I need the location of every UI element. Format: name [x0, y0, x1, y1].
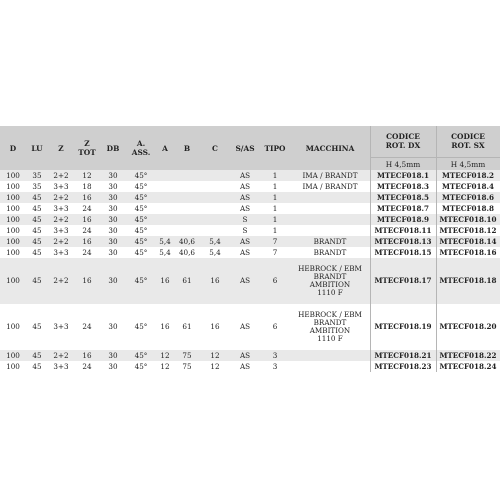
- table-row: [0, 304, 500, 350]
- cell-c: [200, 214, 230, 225]
- cell-dx: MTECF018.17: [374, 276, 432, 285]
- cell-tipo: 1: [272, 170, 278, 180]
- product-table: [0, 126, 500, 372]
- cell-dx: MTECF018.23: [374, 361, 432, 371]
- cell-lu: 45: [32, 322, 42, 331]
- cell-dx: MTECF018.19: [374, 322, 432, 331]
- cell-db: 30: [108, 350, 118, 360]
- column-divider: [436, 170, 437, 181]
- cell-lu: 45: [32, 247, 42, 257]
- cell-ztot: 18: [82, 181, 92, 191]
- cell-lu: 45: [32, 225, 42, 235]
- cell-tipo: 1: [272, 225, 278, 235]
- cell-sas: S: [242, 214, 248, 224]
- column-divider: [370, 170, 371, 181]
- cell-lu: 45: [32, 214, 42, 224]
- column-divider: [370, 304, 371, 350]
- header-z: Z: [58, 143, 64, 153]
- cell-macchina: IMA / BRANDT: [302, 181, 358, 191]
- cell-ztot: 16: [82, 192, 92, 202]
- cell-sx: MTECF018.14: [439, 236, 497, 246]
- column-divider: [370, 214, 371, 225]
- table-row: [0, 236, 500, 247]
- column-divider: [436, 236, 437, 247]
- cell-a: [156, 203, 174, 214]
- cell-sx: MTECF018.4: [441, 181, 495, 191]
- cell-z: 2+2: [53, 236, 69, 246]
- cell-a: 12: [160, 361, 170, 371]
- cell-db: 30: [108, 225, 118, 235]
- cell-lu: 45: [32, 236, 42, 246]
- cell-c: [200, 181, 230, 192]
- cell-b: [174, 170, 200, 181]
- cell-b: [174, 203, 200, 214]
- cell-dx: MTECF018.7: [376, 203, 430, 213]
- column-divider: [370, 225, 371, 236]
- cell-c: [200, 192, 230, 203]
- column-divider: [370, 236, 371, 247]
- cell-a: [156, 225, 174, 236]
- cell-aass: 45°: [134, 247, 148, 257]
- cell-c: 16: [210, 276, 220, 285]
- column-divider: [436, 247, 437, 258]
- cell-b: [174, 214, 200, 225]
- cell-b: [174, 192, 200, 203]
- cell-macchina: [290, 192, 370, 203]
- header-sub-dx: H 4,5mm: [385, 159, 421, 169]
- header-d: D: [9, 143, 17, 153]
- column-divider: [370, 192, 371, 203]
- cell-sx: MTECF018.2: [441, 170, 495, 180]
- cell-aass: 45°: [134, 192, 148, 202]
- cell-lu: 45: [32, 361, 42, 371]
- cell-ztot: 16: [82, 276, 92, 285]
- cell-tipo: 3: [272, 350, 278, 360]
- cell-macchina: [290, 361, 370, 372]
- column-divider: [370, 203, 371, 214]
- cell-z: 2+2: [53, 192, 69, 202]
- column-divider: [436, 361, 437, 372]
- column-divider: [436, 203, 437, 214]
- cell-b: 61: [182, 276, 192, 285]
- cell-c: [200, 170, 230, 181]
- cell-aass: 45°: [134, 361, 148, 371]
- cell-z: 3+3: [53, 181, 69, 191]
- cell-db: 30: [108, 170, 118, 180]
- cell-macchina: HEBROCK / EBM BRANDT AMBITION 1110 F: [298, 264, 362, 297]
- cell-db: 30: [108, 361, 118, 371]
- cell-ztot: 24: [82, 225, 92, 235]
- column-divider: [436, 192, 437, 203]
- cell-sas: AS: [239, 236, 251, 246]
- cell-a: 12: [160, 350, 170, 360]
- cell-dx: MTECF018.13: [374, 236, 432, 246]
- cell-c: 5,4: [209, 236, 221, 246]
- cell-sx: MTECF018.6: [441, 192, 495, 202]
- cell-c: 5,4: [209, 247, 221, 257]
- cell-d: 100: [6, 350, 20, 360]
- cell-macchina: IMA / BRANDT: [302, 170, 358, 180]
- cell-c: [200, 225, 230, 236]
- header-sub-sx: H 4,5mm: [450, 159, 486, 169]
- cell-dx: MTECF018.1: [376, 170, 430, 180]
- cell-ztot: 24: [82, 322, 92, 331]
- cell-sx: MTECF018.16: [439, 247, 497, 257]
- column-divider: [370, 361, 371, 372]
- header-codice-dx: CODICE ROT. DX: [385, 132, 421, 150]
- column-divider: [370, 181, 371, 192]
- cell-lu: 45: [32, 203, 42, 213]
- cell-z: 3+3: [53, 361, 69, 371]
- cell-aass: 45°: [134, 214, 148, 224]
- header-ztot: Z TOT: [78, 139, 96, 157]
- cell-sx: MTECF018.20: [439, 322, 497, 331]
- cell-a: [156, 170, 174, 181]
- cell-ztot: 16: [82, 214, 92, 224]
- cell-db: 30: [108, 192, 118, 202]
- cell-ztot: 12: [82, 170, 92, 180]
- cell-macchina: [290, 225, 370, 236]
- cell-d: 100: [6, 276, 20, 285]
- cell-b: 40,6: [178, 247, 195, 257]
- cell-db: 30: [108, 236, 118, 246]
- column-divider: [436, 225, 437, 236]
- cell-sx: MTECF018.10: [439, 214, 497, 224]
- cell-d: 100: [6, 181, 20, 191]
- cell-z: 3+3: [53, 247, 69, 257]
- cell-aass: 45°: [134, 181, 148, 191]
- header-macchina: MACCHINA: [305, 143, 355, 153]
- cell-a: 5,4: [159, 236, 171, 246]
- cell-d: 100: [6, 247, 20, 257]
- cell-b: 40,6: [178, 236, 195, 246]
- column-divider: [370, 258, 371, 304]
- table-row: [0, 170, 500, 181]
- cell-sas: AS: [239, 276, 251, 285]
- cell-z: 2+2: [53, 350, 69, 360]
- cell-sas: AS: [239, 192, 251, 202]
- column-divider: [436, 181, 437, 192]
- header-sas: S/AS: [235, 143, 255, 153]
- cell-macchina: BRANDT: [313, 236, 347, 246]
- cell-b: [174, 225, 200, 236]
- column-divider: [436, 304, 437, 350]
- cell-sas: AS: [239, 181, 251, 191]
- cell-a: 16: [160, 322, 170, 331]
- cell-sas: AS: [239, 170, 251, 180]
- cell-tipo: 1: [272, 214, 278, 224]
- header-divider: [370, 126, 371, 170]
- cell-macchina: [290, 214, 370, 225]
- cell-tipo: 1: [272, 181, 278, 191]
- cell-macchina: [290, 203, 370, 214]
- table-row: [0, 361, 500, 372]
- cell-c: 12: [210, 361, 220, 371]
- cell-z: 2+2: [53, 214, 69, 224]
- cell-sas: AS: [239, 247, 251, 257]
- cell-a: [156, 192, 174, 203]
- cell-tipo: 6: [272, 322, 278, 331]
- cell-aass: 45°: [134, 236, 148, 246]
- cell-a: [156, 214, 174, 225]
- cell-dx: MTECF018.5: [376, 192, 430, 202]
- cell-aass: 45°: [134, 322, 148, 331]
- cell-ztot: 24: [82, 361, 92, 371]
- header-aass: A. ASS.: [131, 139, 151, 157]
- cell-z: 3+3: [53, 322, 69, 331]
- table-row: [0, 192, 500, 203]
- cell-z: 3+3: [53, 225, 69, 235]
- cell-ztot: 16: [82, 350, 92, 360]
- cell-dx: MTECF018.3: [376, 181, 430, 191]
- table-row: [0, 214, 500, 225]
- cell-db: 30: [108, 322, 118, 331]
- cell-macchina: HEBROCK / EBM BRANDT AMBITION 1110 F: [298, 310, 362, 343]
- cell-c: [200, 203, 230, 214]
- column-divider: [370, 350, 371, 361]
- cell-tipo: 7: [272, 236, 278, 246]
- cell-sx: MTECF018.24: [439, 361, 497, 371]
- cell-tipo: 6: [272, 276, 278, 285]
- cell-tipo: 1: [272, 192, 278, 202]
- cell-d: 100: [6, 192, 20, 202]
- cell-sas: AS: [239, 322, 251, 331]
- cell-db: 30: [108, 247, 118, 257]
- cell-lu: 45: [32, 192, 42, 202]
- cell-macchina: [290, 350, 370, 361]
- cell-ztot: 24: [82, 247, 92, 257]
- cell-c: 12: [210, 350, 220, 360]
- table-row: [0, 258, 500, 304]
- cell-z: 2+2: [53, 276, 69, 285]
- cell-sas: AS: [239, 203, 251, 213]
- cell-ztot: 16: [82, 236, 92, 246]
- cell-b: 61: [182, 322, 192, 331]
- cell-a: 5,4: [159, 247, 171, 257]
- cell-d: 100: [6, 361, 20, 371]
- column-divider: [436, 350, 437, 361]
- cell-b: 75: [182, 361, 192, 371]
- header-sub-divider: [370, 157, 500, 158]
- cell-tipo: 1: [272, 203, 278, 213]
- cell-aass: 45°: [134, 350, 148, 360]
- cell-lu: 45: [32, 276, 42, 285]
- cell-sx: MTECF018.22: [439, 350, 497, 360]
- cell-sas: S: [242, 225, 248, 235]
- cell-d: 100: [6, 214, 20, 224]
- header-lu: LU: [31, 143, 43, 153]
- cell-dx: MTECF018.21: [374, 350, 432, 360]
- cell-tipo: 7: [272, 247, 278, 257]
- cell-sas: AS: [239, 361, 251, 371]
- cell-dx: MTECF018.11: [374, 225, 432, 235]
- cell-lu: 35: [32, 170, 42, 180]
- header-db: DB: [106, 143, 120, 153]
- cell-db: 30: [108, 214, 118, 224]
- cell-aass: 45°: [134, 203, 148, 213]
- cell-z: 3+3: [53, 203, 69, 213]
- cell-db: 30: [108, 203, 118, 213]
- cell-db: 30: [108, 181, 118, 191]
- cell-lu: 35: [32, 181, 42, 191]
- table-row: [0, 247, 500, 258]
- cell-sas: AS: [239, 350, 251, 360]
- cell-tipo: 3: [272, 361, 278, 371]
- table-row: [0, 203, 500, 214]
- column-divider: [436, 258, 437, 304]
- header-c: C: [212, 143, 218, 153]
- header-tipo: TIPO: [264, 143, 286, 153]
- cell-sx: MTECF018.12: [439, 225, 497, 235]
- cell-b: 75: [182, 350, 192, 360]
- header-a: A: [162, 143, 168, 153]
- header-b: B: [183, 143, 191, 153]
- header-divider: [436, 126, 437, 170]
- cell-d: 100: [6, 203, 20, 213]
- cell-dx: MTECF018.9: [376, 214, 430, 224]
- header-codice-sx: CODICE ROT. SX: [451, 132, 485, 150]
- cell-d: 100: [6, 225, 20, 235]
- cell-dx: MTECF018.15: [374, 247, 432, 257]
- cell-a: [156, 181, 174, 192]
- cell-macchina: BRANDT: [313, 247, 347, 257]
- column-divider: [370, 247, 371, 258]
- cell-c: 16: [210, 322, 220, 331]
- table-row: [0, 350, 500, 361]
- column-divider: [436, 214, 437, 225]
- table-header: [0, 126, 500, 170]
- cell-sx: MTECF018.18: [439, 276, 497, 285]
- table-body: [0, 170, 500, 372]
- cell-a: 16: [160, 276, 170, 285]
- cell-db: 30: [108, 276, 118, 285]
- cell-d: 100: [6, 170, 20, 180]
- cell-z: 2+2: [53, 170, 69, 180]
- cell-aass: 45°: [134, 170, 148, 180]
- cell-ztot: 24: [82, 203, 92, 213]
- cell-sx: MTECF018.8: [441, 203, 495, 213]
- cell-aass: 45°: [134, 225, 148, 235]
- cell-d: 100: [6, 322, 20, 331]
- cell-lu: 45: [32, 350, 42, 360]
- cell-b: [174, 181, 200, 192]
- cell-aass: 45°: [134, 276, 148, 285]
- table-row: [0, 225, 500, 236]
- table-row: [0, 181, 500, 192]
- cell-d: 100: [6, 236, 20, 246]
